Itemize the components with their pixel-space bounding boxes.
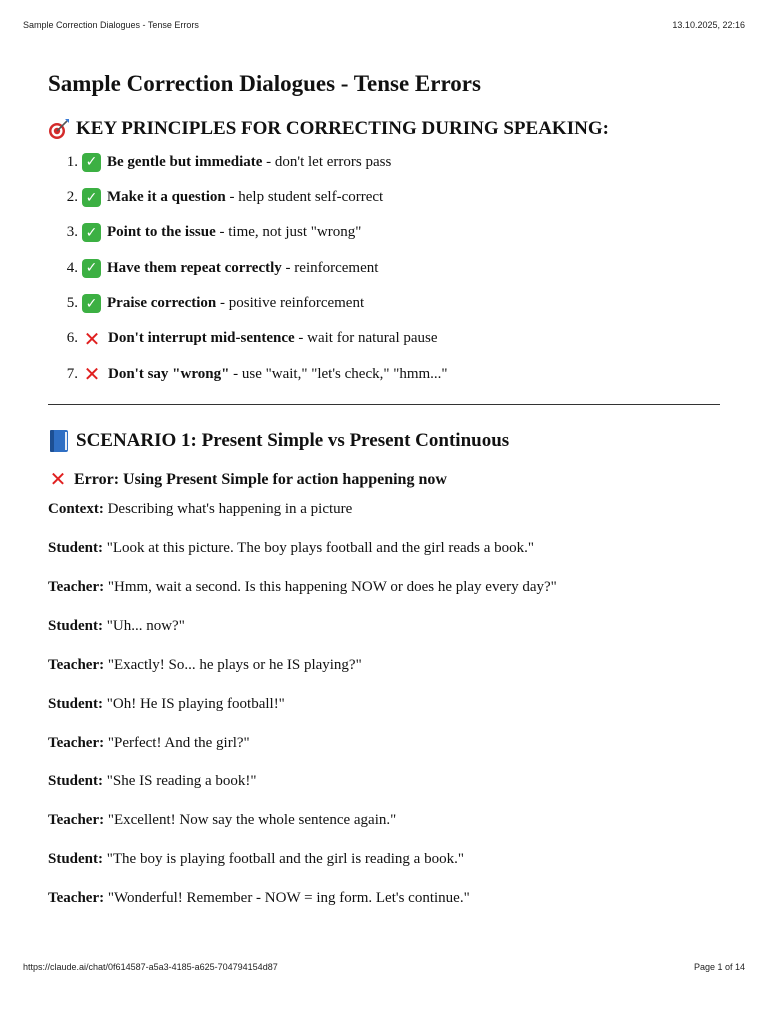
line-text: "Exactly! So... he plays or he IS playing?" (107, 656, 362, 673)
check-mark-icon: ✓ (82, 259, 101, 278)
line-text: "The boy is playing football and the girl is reading a book." (106, 851, 464, 868)
principle-bold: Point to the issue (107, 224, 216, 241)
dialogue-line (48, 655, 720, 675)
print-header-datetime: 13.10.2025, 22:16 (672, 20, 745, 30)
line-text: "Uh... now?" (106, 617, 185, 634)
principle-bold: Don't interrupt mid-sentence (108, 330, 295, 347)
speaker-label: Student: (48, 695, 104, 712)
error-heading (48, 467, 720, 492)
print-header-title: Sample Correction Dialogues - Tense Errors (23, 20, 199, 30)
item-number: 2. (66, 189, 78, 206)
speaker-label: Teacher: (48, 578, 105, 595)
principle-rest: - time, not just "wrong" (215, 224, 362, 241)
principle-rest: - help student self-correct (225, 189, 384, 206)
speaker-label: Teacher: (48, 734, 105, 751)
principle-text (107, 295, 364, 312)
speaker-label: Context: (48, 501, 104, 518)
principles-heading-text: KEY PRINCIPLES FOR CORRECTING DURING SPEAKING: (76, 117, 609, 139)
check-mark-icon: ✓ (82, 223, 101, 242)
blue-book-icon (48, 429, 70, 453)
item-number: 4. (66, 259, 78, 276)
principle-text (107, 224, 361, 241)
principle-item (48, 362, 720, 387)
dialogue-line (48, 616, 720, 636)
principle-text (107, 154, 391, 171)
cross-mark-icon: ✕ (49, 467, 67, 492)
section-divider (48, 404, 720, 405)
dialogue-line (48, 577, 720, 597)
scenario-heading-text: SCENARIO 1: Present Simple vs Present Continuous (76, 429, 510, 451)
dialogue-line (48, 810, 720, 830)
principle-bold: Don't say "wrong" (108, 365, 230, 382)
dialogue-line (48, 499, 720, 519)
speaker-label: Student: (48, 851, 104, 868)
line-text: "Oh! He IS playing football!" (106, 695, 285, 712)
principle-rest: - positive reinforcement (216, 295, 365, 312)
principle-bold: Praise correction (107, 295, 217, 312)
cross-mark-icon: ✕ (83, 362, 101, 387)
principle-rest: - use "wait," "let's check," "hmm..." (229, 365, 448, 382)
principles-list (48, 152, 720, 387)
principle-item (48, 188, 720, 208)
dialogue-line (48, 538, 720, 558)
principle-rest: - reinforcement (281, 259, 379, 276)
principles-heading (48, 118, 720, 141)
line-text: "Perfect! And the girl?" (107, 734, 250, 751)
principle-bold: Make it a question (107, 189, 226, 206)
line-text: Describing what's happening in a picture (107, 501, 353, 518)
cross-mark-icon: ✕ (83, 326, 101, 351)
check-mark-icon: ✓ (82, 294, 101, 313)
principle-rest: - don't let errors pass (262, 153, 392, 170)
line-text: "Hmm, wait a second. Is this happening NOW or does he play every day?" (107, 578, 557, 595)
principle-text (107, 260, 378, 277)
page-number: Page 1 of 14 (693, 962, 745, 972)
principle-text (108, 330, 438, 347)
document-title: Sample Correction Dialogues - Tense Errors (48, 71, 481, 96)
dialogue-line (48, 888, 720, 908)
item-number: 5. (66, 295, 78, 312)
speaker-label: Student: (48, 617, 104, 634)
principle-item (48, 152, 720, 172)
dialogue-line (48, 733, 720, 753)
line-text: "Look at this picture. The boy plays football and the girl reads a book." (106, 540, 535, 557)
principle-item (48, 294, 720, 314)
dialogue-line (48, 694, 720, 714)
line-text: "She IS reading a book!" (106, 773, 257, 790)
line-text: "Excellent! Now say the whole sentence again." (107, 812, 397, 829)
item-number: 6. (66, 330, 78, 347)
scenario-heading (48, 429, 720, 453)
check-mark-icon: ✓ (82, 153, 101, 172)
speaker-label: Student: (48, 540, 104, 557)
dialogue-line (48, 771, 720, 791)
principle-text (107, 189, 383, 206)
check-mark-icon: ✓ (82, 188, 101, 207)
speaker-label: Teacher: (48, 812, 105, 829)
principle-rest: - wait for natural pause (294, 330, 438, 347)
speaker-label: Teacher: (48, 656, 105, 673)
principle-text (108, 366, 448, 383)
error-heading-text: Error: Using Present Simple for action happening now (74, 470, 447, 488)
speaker-label: Teacher: (48, 890, 105, 907)
print-footer (23, 962, 745, 972)
principle-item (48, 326, 720, 351)
dialogue-line (48, 849, 720, 869)
principle-bold: Have them repeat correctly (107, 259, 282, 276)
print-header (23, 20, 745, 30)
line-text: "Wonderful! Remember - NOW = ing form. Let's continue." (107, 890, 470, 907)
item-number: 7. (66, 365, 78, 382)
principle-item (48, 258, 720, 278)
target-icon (48, 118, 70, 140)
dialogue (48, 499, 720, 908)
item-number: 3. (66, 224, 78, 241)
document-page (48, 70, 720, 927)
principle-bold: Be gentle but immediate (107, 153, 263, 170)
principle-item (48, 223, 720, 243)
item-number: 1. (66, 153, 78, 170)
page-url[interactable]: https://claude.ai/chat/0f614587-a5a3-4185-a625-704794154d87 (23, 962, 278, 972)
speaker-label: Student: (48, 773, 104, 790)
